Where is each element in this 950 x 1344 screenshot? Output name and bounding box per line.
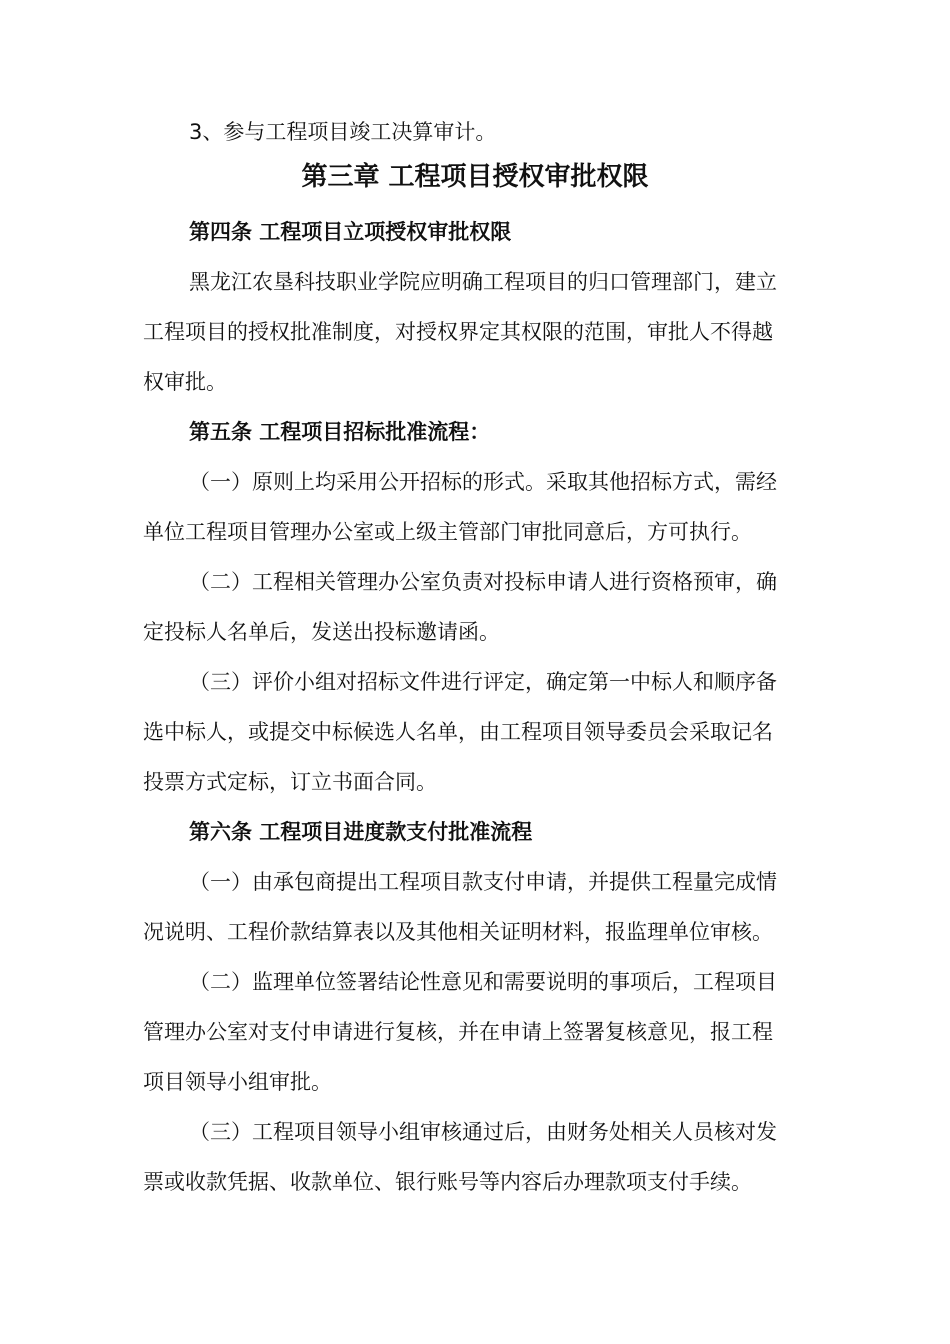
article5-item2-line: （二）工程相关管理办公室负责对投标申请人进行资格预审，确 bbox=[189, 570, 777, 594]
article5-item3-line: （三）评价小组对招标文件进行评定，确定第一中标人和顺序备 bbox=[189, 670, 777, 694]
article6-item2-line: 管理办公室对支付申请进行复核，并在申请上签署复核意见，报工程 bbox=[143, 1020, 773, 1044]
article6-item3-line: （三）工程项目领导小组审核通过后，由财务处相关人员核对发 bbox=[189, 1120, 777, 1144]
article5-item1-line: 单位工程项目管理办公室或上级主管部门审批同意后，方可执行。 bbox=[143, 520, 752, 544]
article6-item2-line: 项目领导小组审批。 bbox=[143, 1070, 332, 1094]
intro-item: 3、参与工程项目竣工决算审计。 bbox=[189, 120, 497, 144]
article5-heading: 第五条 工程项目招标批准流程： bbox=[189, 420, 491, 444]
article5-item1-line: （一）原则上均采用公开招标的形式。采取其他招标方式，需经 bbox=[189, 470, 777, 494]
article4-line: 黑龙江农垦科技职业学院应明确工程项目的归口管理部门，建立 bbox=[189, 270, 777, 294]
article6-heading: 第六条 工程项目进度款支付批准流程 bbox=[189, 820, 533, 844]
article4-line: 工程项目的授权批准制度，对授权界定其权限的范围，审批人不得越 bbox=[143, 320, 773, 344]
article4-line: 权审批。 bbox=[143, 370, 227, 394]
article5-item2-line: 定投标人名单后，发送出投标邀请函。 bbox=[143, 620, 500, 644]
article5-item3-line: 投票方式定标，订立书面合同。 bbox=[143, 770, 437, 794]
article6-item3-line: 票或收款凭据、收款单位、银行账号等内容后办理款项支付手续。 bbox=[143, 1170, 752, 1194]
article4-heading: 第四条 工程项目立项授权审批权限 bbox=[189, 220, 512, 244]
article5-item3-line: 选中标人，或提交中标候选人名单，由工程项目领导委员会采取记名 bbox=[143, 720, 773, 744]
article6-item1-line: 况说明、工程价款结算表以及其他相关证明材料，报监理单位审核。 bbox=[143, 920, 773, 944]
chapter-title: 第三章 工程项目授权审批权限 bbox=[301, 162, 649, 192]
article6-item2-line: （二）监理单位签署结论性意见和需要说明的事项后，工程项目 bbox=[189, 970, 777, 994]
article6-item1-line: （一）由承包商提出工程项目款支付申请，并提供工程量完成情 bbox=[189, 870, 777, 894]
